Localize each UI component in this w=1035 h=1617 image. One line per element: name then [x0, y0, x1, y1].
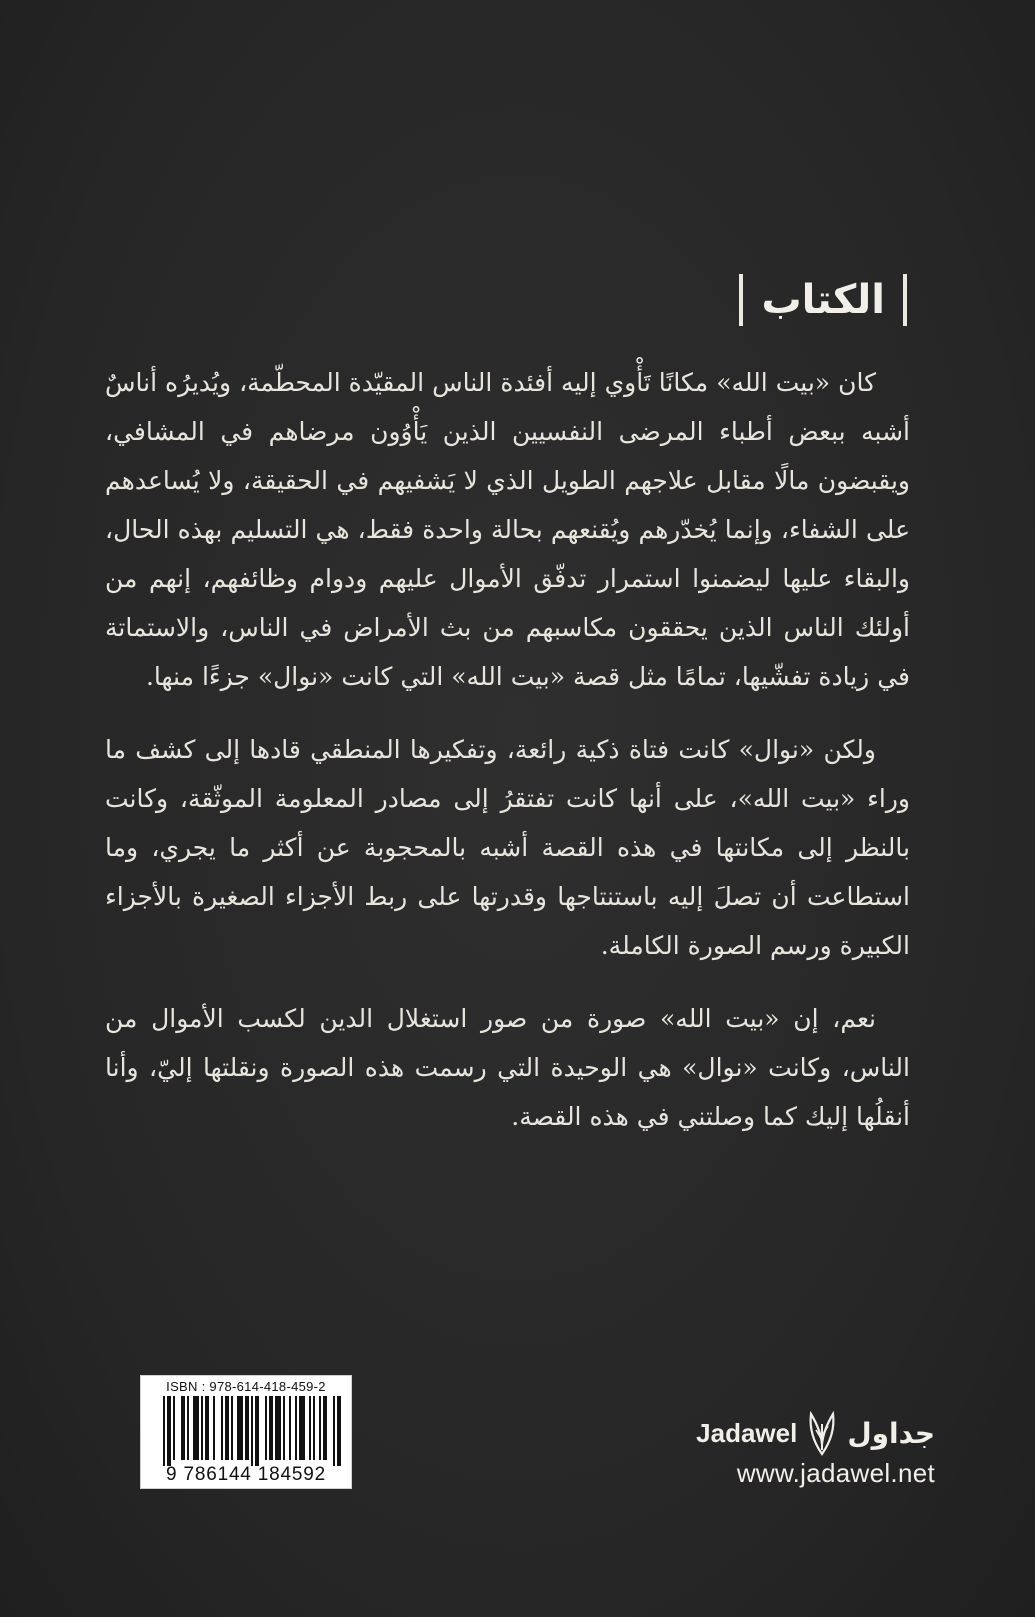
barcode-bar [187, 1396, 189, 1460]
publisher-name-latin: Jadawel [696, 1417, 798, 1448]
barcode-bar [283, 1396, 285, 1460]
barcode-bar [323, 1396, 327, 1460]
isbn-barcode [140, 1375, 352, 1489]
barcode-bars [163, 1396, 343, 1466]
section-heading-text: الكتاب [761, 277, 885, 323]
barcode-bar [299, 1396, 305, 1460]
isbn-label: ISBN : 978-614-418-459-2 [166, 1379, 326, 1394]
barcode-bar [337, 1396, 341, 1466]
barcode-bar [319, 1396, 321, 1460]
blurb-paragraph-2: ولكن «نوال» كانت فتاة ذكية رائعة، وتفكيرها المنطقي قادها إلى كشف ما وراء «بيت الله»، على أنها كانت تفتقرُ إلى مصادر المعلومة الموثّقة، وكانت بالنظر إلى مكانتها في هذه القصة أشبه بالمحجوبة عن أكثر ما يجري، وما استطاعت أن تصلَ إليه باستنتاجها وقدرتها على ربط الأجزاء الصغيرة بالأجزاء الكبيرة ورسم الصورة الكاملة. [105, 735, 910, 960]
barcode-bar [181, 1396, 185, 1460]
blurb-paragraph-1: كان «بيت الله» مكانًا تَأْوي إليه أفئدة الناس المقيّدة المحطّمة، ويُديرُه أناسٌ أشبه ببعض أطباء المرضى النفسيين الذين يَأْوُون مرضاهم في المشافي، ويقبضون مالًا مقابل علاجهم الطويل الذي لا يَشفيهم في الحقيقة، ولا يُساعدهم على الشفاء، وإنما يُخدّرهم ويُقنعهم بحالة واحدة فقط، هي التسليم بهذه الحال، والبقاء عليها ليضمنوا استمرار تدفّق الأموال عليهم ودوام وظائفهم، إنهم من أولئك الناس الذين يحققون مكاسبهم من بث الأمراض في الناس، والاستماتة في زيادة تفشّيها، تمامًا مثل قصة «بيت الله» التي كانت «نوال» جزءًا منها. [105, 368, 910, 691]
barcode-bar [245, 1396, 249, 1460]
barcode-digits: 9 786144 184592 [166, 1464, 326, 1485]
barcode-bar [309, 1396, 311, 1460]
publisher-name-arabic: جداول [847, 1416, 935, 1450]
barcode-bar [167, 1396, 171, 1466]
barcode-bar [173, 1396, 175, 1460]
heading-bar-left [739, 274, 743, 326]
barcode-bar [269, 1396, 273, 1460]
barcode-bar [163, 1396, 165, 1466]
publisher-website: www.jadawel.net [736, 1458, 935, 1488]
barcode-bar [205, 1396, 209, 1460]
barcode-bar [237, 1396, 243, 1460]
barcode-bar [275, 1396, 281, 1460]
barcode-bar [251, 1396, 253, 1466]
blurb-text [105, 358, 910, 1165]
barcode-bar [231, 1396, 233, 1460]
leaf-logo-icon [805, 1410, 839, 1456]
barcode-bar [221, 1396, 223, 1460]
barcode-bar [289, 1396, 291, 1460]
publisher-logo [650, 1412, 935, 1496]
blurb-paragraph-3: نعم، إن «بيت الله» صورة من صور استغلال الدين لكسب الأموال من الناس، وكانت «نوال» هي الوحيدة التي رسمت هذه الصورة ونقلتها إليّ، وأنا أنقلُها إليك كما وصلتني في هذه القصة. [105, 1004, 910, 1131]
barcode-bar [333, 1396, 335, 1466]
heading-bar-right [903, 274, 907, 326]
barcode-bar [193, 1396, 199, 1460]
barcode-bar [225, 1396, 229, 1460]
section-heading [739, 270, 907, 330]
barcode-bar [265, 1396, 267, 1460]
barcode-bar [255, 1396, 259, 1466]
barcode-bar [313, 1396, 315, 1460]
barcode-bar [201, 1396, 203, 1460]
barcode-bar [213, 1396, 215, 1460]
publisher-name-row [696, 1412, 935, 1454]
barcode-bar [295, 1396, 297, 1460]
